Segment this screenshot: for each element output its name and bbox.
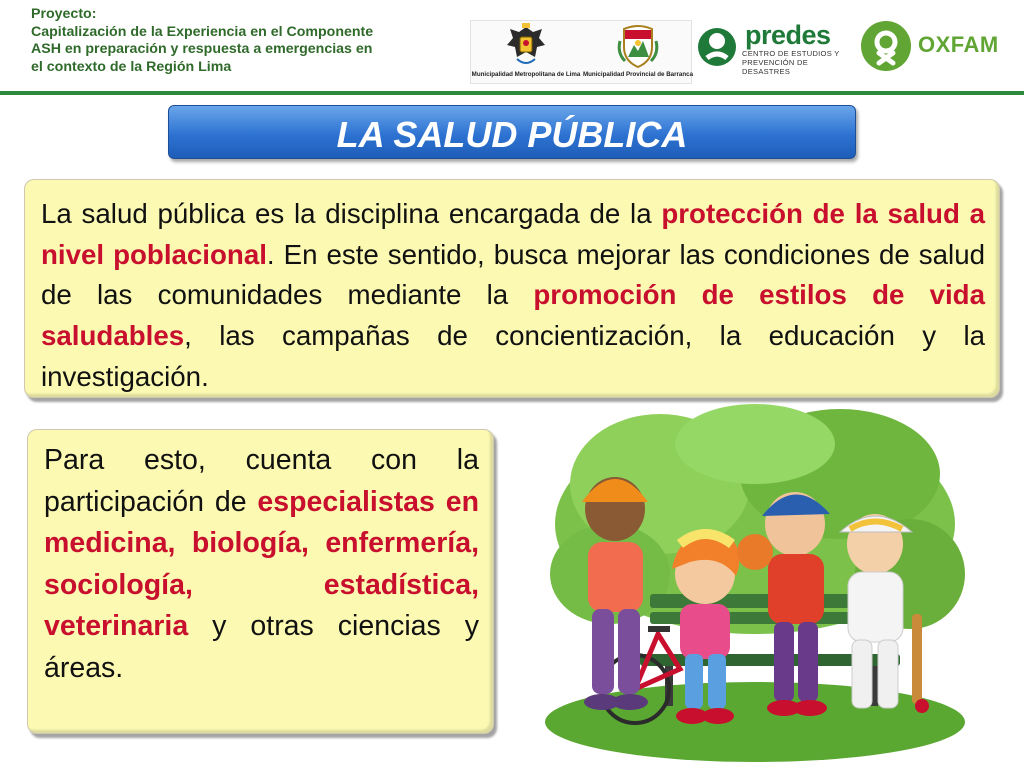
grass-ground xyxy=(545,682,965,762)
definition-highlight-1: protección de la salud a nivel poblacional xyxy=(41,198,986,270)
specialists-highlight: especialistas en medicina, biología, enfermería, sociología, estadística, veterinaria xyxy=(44,485,479,642)
specialists-text-2: y otras ciencias y áreas. xyxy=(44,610,479,684)
project-line-1: Capitalización de la Experiencia en el Componente xyxy=(31,23,374,40)
child-with-helmet xyxy=(582,477,648,710)
muni-lima-logo xyxy=(471,23,581,83)
municipalities-logo xyxy=(470,20,692,84)
predes-tagline-2: PREVENCIÓN DE DESASTRES xyxy=(742,58,808,76)
oxfam-name: OXFAM xyxy=(918,32,999,57)
page-title: LA SALUD PÚBLICA xyxy=(336,114,688,155)
children-on-bench-illustration xyxy=(540,404,970,764)
predes-tagline xyxy=(742,49,845,76)
project-line-3: el contexto de la Región Lima xyxy=(31,58,232,75)
predes-logo xyxy=(697,20,845,74)
barranca-coat-of-arms-icon xyxy=(615,23,661,69)
header-divider xyxy=(0,91,1024,95)
oxfam-logo-icon xyxy=(860,20,912,72)
title-banner xyxy=(168,105,856,159)
definition-text-1: La salud pública es la disciplina encargada de la xyxy=(41,198,662,229)
project-info xyxy=(31,6,431,76)
predes-name: predes xyxy=(745,20,831,50)
muni-barranca-caption: Municipalidad Provincial de Barranca xyxy=(583,71,694,78)
predes-tagline-1: CENTRO DE ESTUDIOS Y xyxy=(742,49,840,58)
definition-text-2: . En este sentido, busca mejorar las condiciones de salud de las comunidades mediante la xyxy=(41,238,986,311)
project-line-2: ASH en preparación y respuesta a emergencias en xyxy=(31,41,373,57)
muni-lima-caption: Municipalidad Metropolitana de Lima xyxy=(471,71,581,78)
predes-logo-icon xyxy=(697,22,741,72)
lima-coat-of-arms-icon xyxy=(503,23,549,69)
specialists-text-1: Para esto, cuenta con la participación de xyxy=(44,444,479,518)
muni-barranca-logo xyxy=(583,23,693,83)
oxfam-logo xyxy=(858,18,1008,74)
specialists-box xyxy=(27,429,494,734)
definition-text-3: , las campañas de concientización, la educación y la investigación. xyxy=(41,320,985,392)
definition-highlight-2: promoción de estilos de vida saludables xyxy=(41,279,985,352)
project-label: Proyecto: xyxy=(31,6,97,22)
definition-box xyxy=(24,179,1000,398)
header xyxy=(0,0,1024,96)
